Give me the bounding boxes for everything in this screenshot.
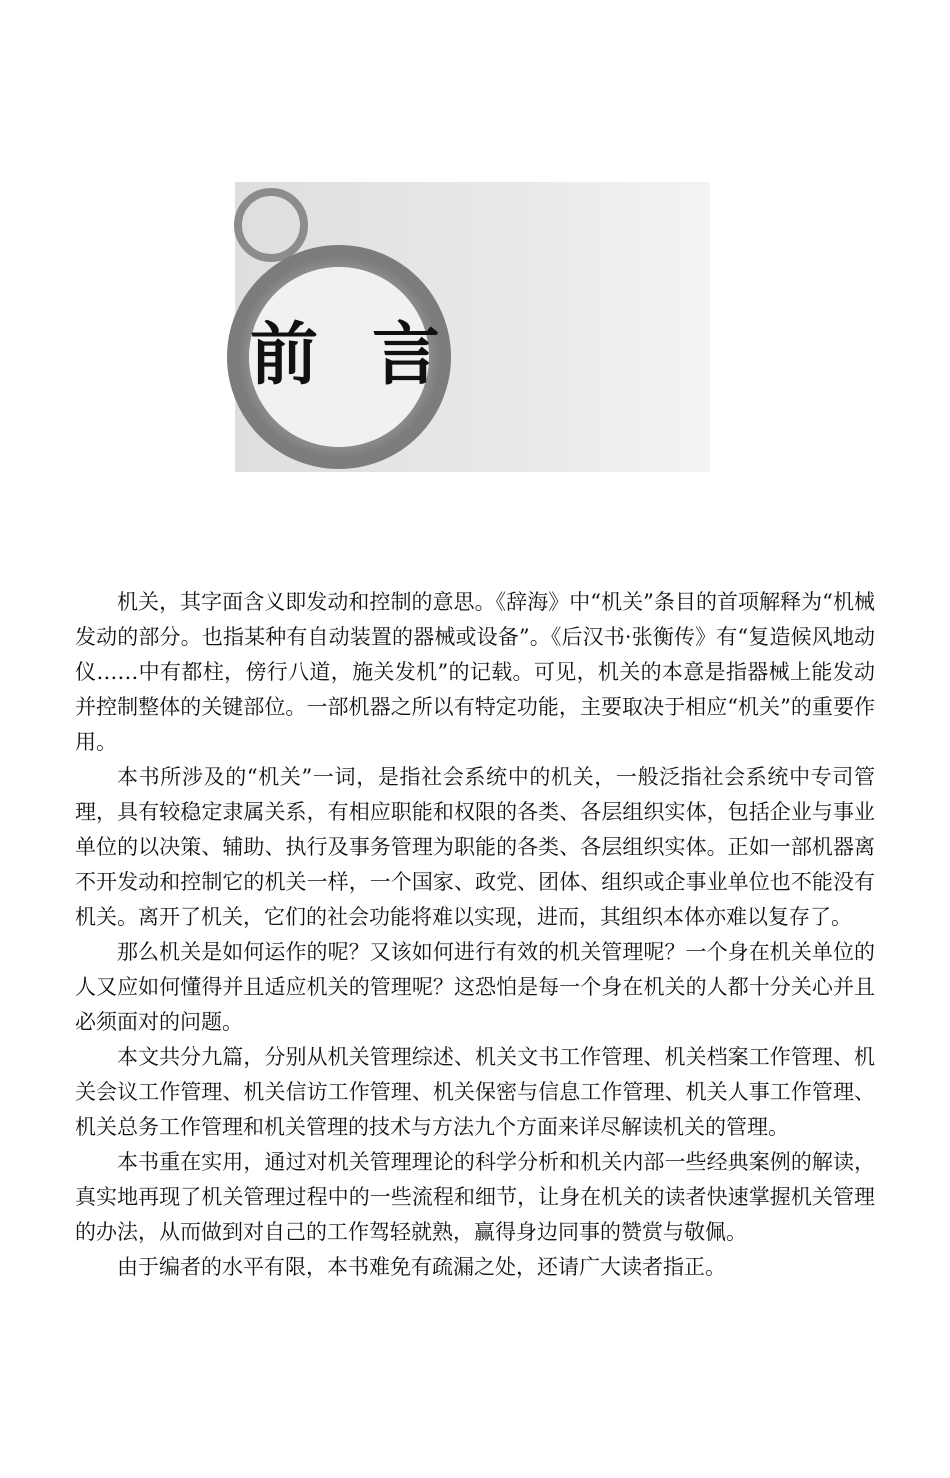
chapter-title-char-1: 前 <box>250 315 319 395</box>
paragraph-5: 本书重在实用，通过对机关管理理论的科学分析和机关内部一些经典案例的解读，真实地再现了机关管理过程中的一些流程和细节，让身在机关的读者快速掌握机关管理的办法，从而做到对自己的工作驾轻就熟，赢得身边同事的赞赏与敬佩。 <box>75 1150 875 1244</box>
header-artwork <box>0 0 950 520</box>
paragraph-2: 本书所涉及的“机关”一词，是指社会系统中的机关，一般泛指社会系统中专司管理，具有较稳定隶属关系，有相应职能和权限的各类、各层组织实体，包括企业与事业单位的以决策、辅助、执行及事务管理为职能的各类、各层组织实体。正如一部机器离不开发动和控制它的机关一样，一个国家、政党、团体、组织或企事业单位也不能没有机关。离开了机关，它们的社会功能将难以实现，进而，其组织本体亦难以复存了。 <box>75 765 875 929</box>
chapter-title <box>250 310 440 400</box>
paragraph-1: 机关，其字面含义即发动和控制的意思。《辞海》中“机关”条目的首项解释为“机械发动的部分。也指某种有自动装置的器械或设备”。《后汉书·张衡传》有“复造候风地动仪……中有都柱，傍行八道，施关发机”的记载。可见，机关的本意是指器械上能发动并控制整体的关键部位。一部机器之所以有特定功能，主要取决于相应“机关”的重要作用。 <box>75 590 875 754</box>
header-graphic <box>0 0 950 520</box>
paragraph-6: 由于编者的水平有限，本书难免有疏漏之处，还请广大读者指正。 <box>117 1255 726 1279</box>
paragraph-3: 那么机关是如何运作的呢？又该如何进行有效的机关管理呢？一个身在机关单位的人又应如何懂得并且适应机关的管理呢？这恐怕是每一个身在机关的人都十分关心并且必须面对的问题。 <box>75 940 875 1034</box>
chapter-title-char-2: 言 <box>371 315 440 395</box>
paragraph-4: 本文共分九篇，分别从机关管理综述、机关文书工作管理、机关档案工作管理、机关会议工作管理、机关信访工作管理、机关保密与信息工作管理、机关人事工作管理、机关总务工作管理和机关管理的技术与方法九个方面来详尽解读机关的管理。 <box>75 1045 875 1139</box>
preface-body <box>75 585 875 1285</box>
